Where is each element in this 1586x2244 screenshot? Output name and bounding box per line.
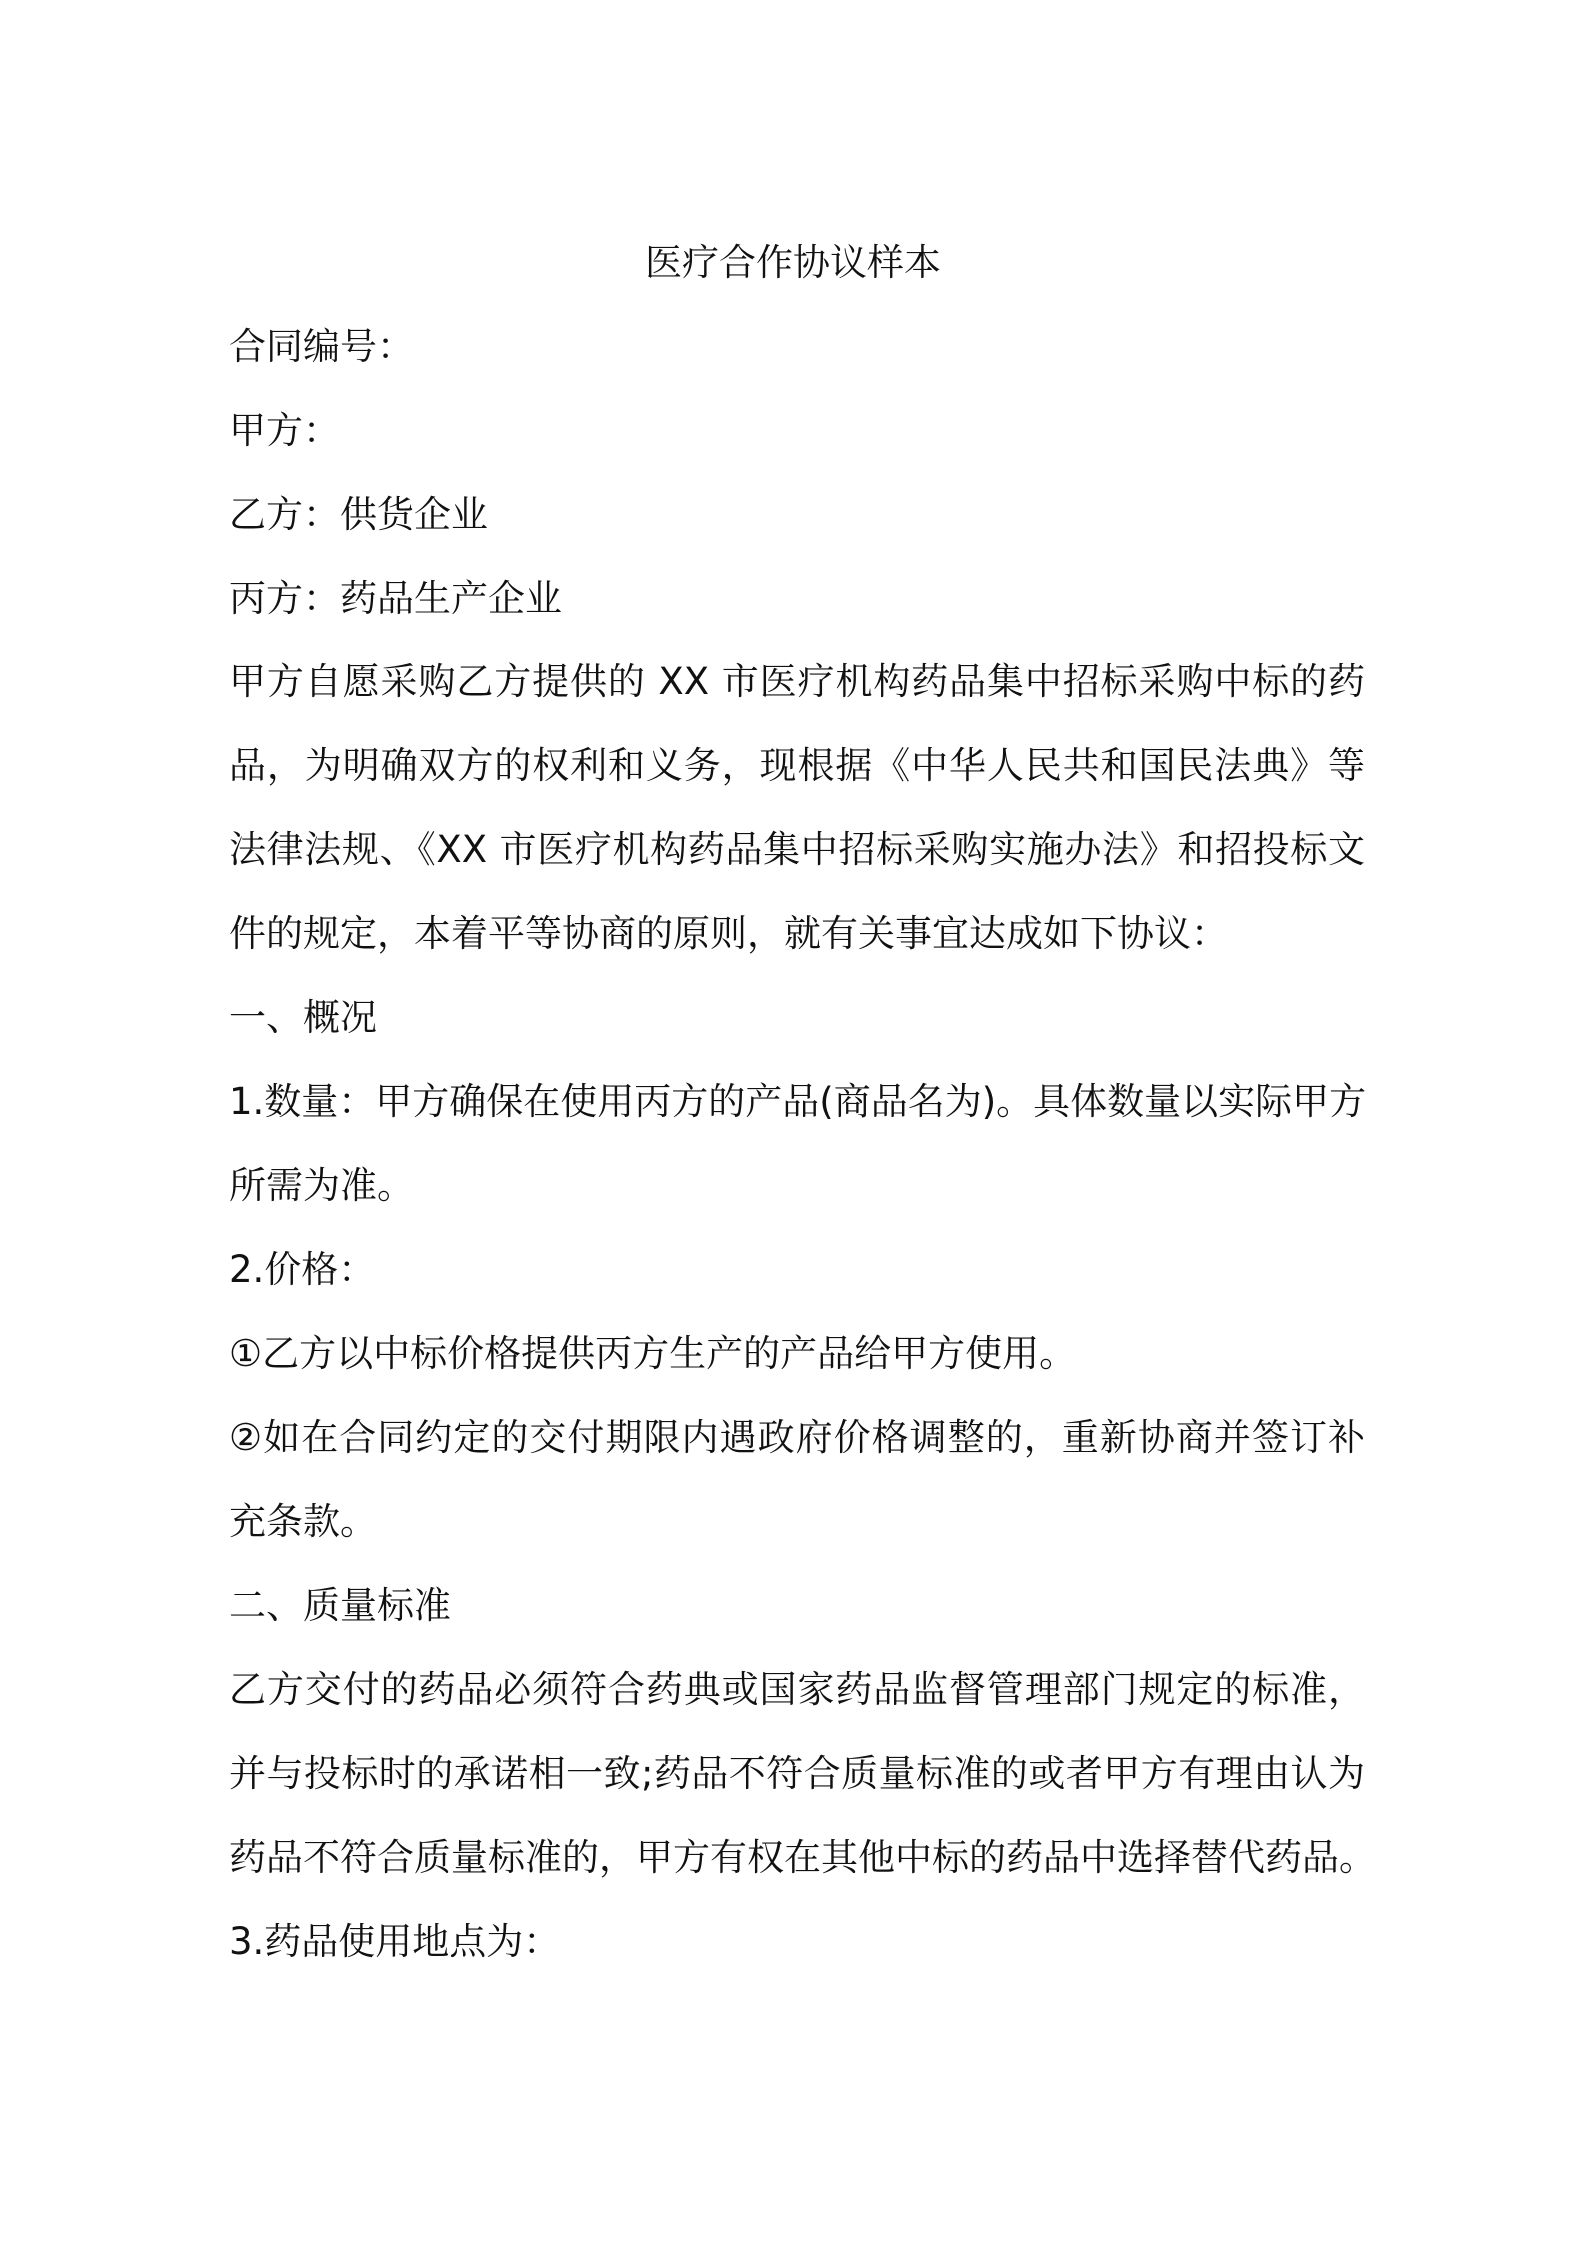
party-c-line: 丙方：药品生产企业 xyxy=(229,577,562,620)
section-heading-quality: 二、质量标准 xyxy=(229,1584,451,1627)
quantity-line-1: 1.数量：甲方确保在使用丙方的产品(商品名为)。具体数量以实际甲方 xyxy=(229,1080,1367,1123)
quality-line-1: 乙方交付的药品必须符合药典或国家药品监督管理部门规定的标准， xyxy=(229,1668,1365,1711)
price-item-2-line-2: 充条款。 xyxy=(229,1500,377,1543)
usage-location-line: 3.药品使用地点为： xyxy=(229,1920,561,1963)
quality-line-3: 药品不符合质量标准的，甲方有权在其他中标的药品中选择替代药品。 xyxy=(229,1836,1376,1879)
section-heading-overview: 一、概况 xyxy=(229,996,377,1039)
price-heading: 2.价格： xyxy=(229,1248,376,1291)
price-item-2-line-1: ②如在合同约定的交付期限内遇政府价格调整的，重新协商并签订补 xyxy=(229,1416,1365,1459)
contract-number-line: 合同编号： xyxy=(229,325,414,368)
quantity-line-2: 所需为准。 xyxy=(229,1164,414,1207)
document-title: 医疗合作协议样本 xyxy=(645,241,941,284)
preamble-line-1: 甲方自愿采购乙方提供的 XX 市医疗机构药品集中招标采购中标的药 xyxy=(229,660,1365,703)
preamble-line-2: 品，为明确双方的权利和义务，现根据《中华人民共和国民法典》等 xyxy=(229,744,1365,787)
quality-line-2: 并与投标时的承诺相一致;药品不符合质量标准的或者甲方有理由认为 xyxy=(229,1752,1365,1795)
price-item-1: ①乙方以中标价格提供丙方生产的产品给甲方使用。 xyxy=(229,1332,1077,1375)
preamble-line-4: 件的规定，本着平等协商的原则，就有关事宜达成如下协议： xyxy=(229,912,1228,955)
party-b-line: 乙方：供货企业 xyxy=(229,493,488,536)
party-a-line: 甲方： xyxy=(229,409,340,452)
preamble-line-3: 法律法规、《XX 市医疗机构药品集中招标采购实施办法》和招投标文 xyxy=(229,828,1365,871)
